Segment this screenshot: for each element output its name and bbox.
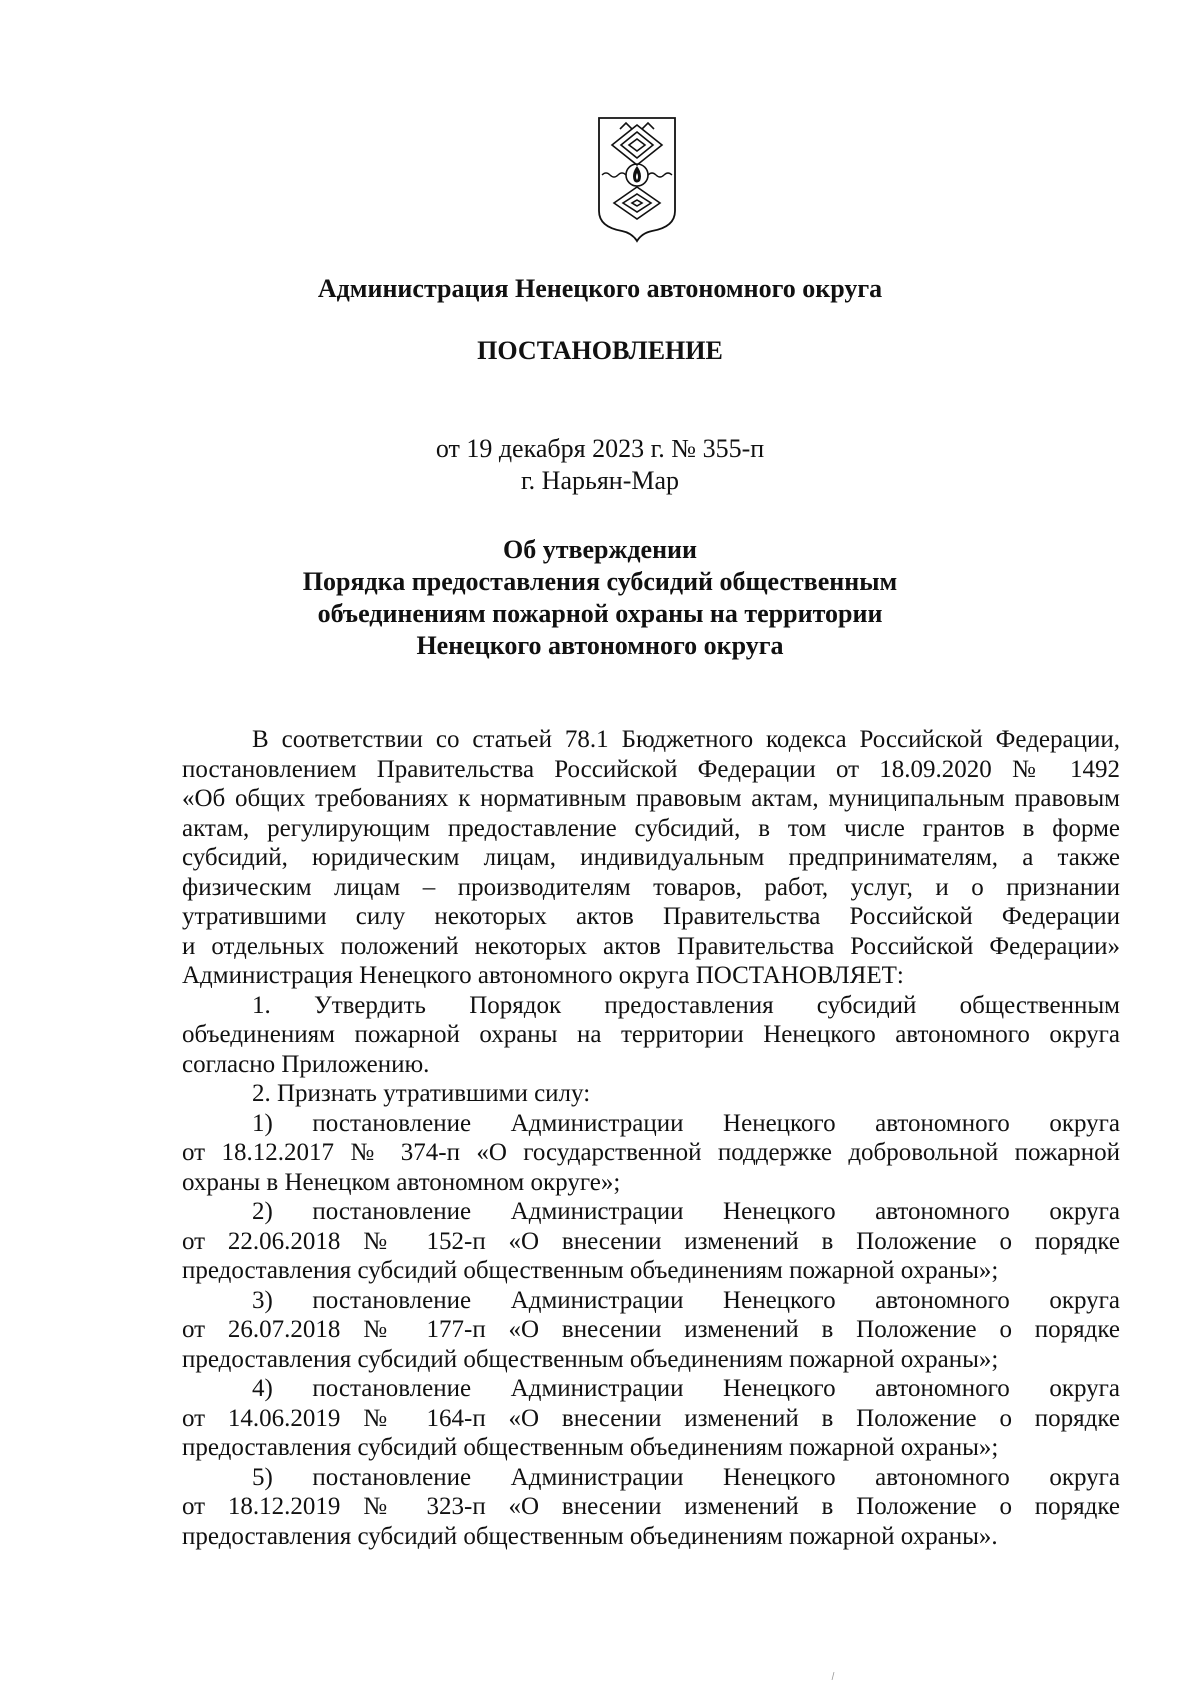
subject-line: объединениям пожарной охраны на территории — [317, 599, 883, 628]
preamble-line: актам, регулирующим предоставление субсидий, в том числе грантов в форме — [182, 814, 1120, 842]
item-1-line: 1. Утвердить Порядок предоставления субсидий общественным — [252, 991, 1120, 1019]
document-body — [182, 725, 1120, 1551]
subitem-3-line: 3) постановление Администрации Ненецкого автономного округа — [252, 1286, 1120, 1314]
subitem-1-line: 1) постановление Администрации Ненецкого автономного округа — [252, 1109, 1120, 1137]
document-date-number: от 19 декабря 2023 г. № 355-п — [435, 434, 765, 463]
subitem-5-line: от 18.12.2019 № 323-п «О внесении изменений в Положение о порядке — [182, 1493, 1120, 1520]
subitem-2-line: предоставления субсидий общественным объединениям пожарной охраны»; — [182, 1257, 999, 1284]
preamble-line: субсидий, юридическим лицам, индивидуальным предпринимателям, а также — [182, 844, 1120, 871]
item-1-line: объединениям пожарной охраны на территории Ненецкого автономного округа — [182, 1021, 1120, 1048]
preamble-line: и отдельных положений некоторых актов Правительства Российской Федерации» — [182, 932, 1120, 960]
document-subject — [200, 534, 1000, 662]
document-type: ПОСТАНОВЛЕНИЕ — [477, 336, 723, 365]
preamble-line: В соответствии со статьей 78.1 Бюджетного кодекса Российской Федерации, — [252, 726, 1120, 753]
subitem-1-line: охраны в Ненецком автономном округе»; — [182, 1168, 621, 1196]
document-city: г. Нарьян-Мар — [520, 466, 680, 495]
subitem-1-line: от 18.12.2017 № 374-п «О государственной поддержке добровольной пожарной — [182, 1139, 1120, 1166]
subitem-5-line: предоставления субсидий общественным объединениям пожарной охраны». — [182, 1522, 998, 1550]
item-2-heading: 2. Признать утратившими силу: — [252, 1080, 591, 1107]
subitem-2-line: от 22.06.2018 № 152-п «О внесении изменений в Положение о порядке — [182, 1227, 1120, 1255]
subitem-3-line: предоставления субсидий общественным объединениям пожарной охраны»; — [182, 1345, 999, 1373]
subitem-4-line: 4) постановление Администрации Ненецкого автономного округа — [252, 1375, 1120, 1402]
subitem-3-line: от 26.07.2018 № 177-п «О внесении изменений в Положение о порядке — [182, 1316, 1120, 1343]
preamble-line: «Об общих требованиях к нормативным правовым актам, муниципальным правовым — [182, 785, 1120, 812]
organization-title: Администрация Ненецкого автономного округа — [317, 274, 883, 303]
preamble-line: Администрация Ненецкого автономного округа ПОСТАНОВЛЯЕТ: — [182, 962, 904, 989]
item-1-line: согласно Приложению. — [182, 1050, 430, 1078]
preamble-line: физическим лицам – производителям товаров, работ, услуг, и о признании — [182, 873, 1120, 901]
subitem-4-line: предоставления субсидий общественным объединениям пожарной охраны»; — [182, 1434, 999, 1461]
scan-mark — [831, 1672, 835, 1680]
subitem-4-line: от 14.06.2019 № 164-п «О внесении изменений в Положение о порядке — [182, 1404, 1120, 1432]
subject-line: Порядка предоставления субсидий общественным — [302, 567, 898, 596]
nenets-emblem-icon — [596, 115, 678, 244]
subitem-5-line: 5) постановление Администрации Ненецкого автономного округа — [252, 1463, 1120, 1491]
subject-line: Об утверждении — [502, 535, 698, 564]
preamble-line: утратившими силу некоторых актов Правительства Российской Федерации — [182, 903, 1120, 930]
subject-line: Ненецкого автономного округа — [416, 631, 784, 660]
subitem-2-line: 2) постановление Администрации Ненецкого автономного округа — [252, 1198, 1120, 1225]
coat-of-arms-emblem — [596, 115, 678, 244]
preamble-line: постановлением Правительства Российской Федерации от 18.09.2020 № 1492 — [182, 755, 1120, 783]
